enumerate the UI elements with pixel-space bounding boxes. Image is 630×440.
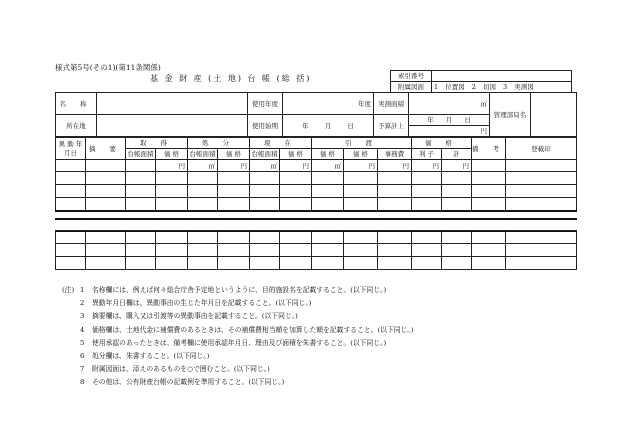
table-row[interactable]: [56, 231, 577, 244]
note-item: 4 価格欄は、土地代金に補償費のあるときは、その補償費相当額を加算した額を記載すること。(以下同じ。): [80, 325, 414, 334]
remarks-label: 備 考: [472, 138, 506, 160]
table-row[interactable]: [56, 198, 577, 211]
total-label: 計: [442, 149, 472, 160]
current-label: 現 在: [250, 138, 312, 149]
office-fee-label: 事務費: [378, 149, 412, 160]
location-value[interactable]: [97, 115, 248, 137]
use-start-value[interactable]: 年 月 日: [283, 115, 374, 137]
acq-price-label: 価 格: [156, 149, 188, 160]
disp-area-label: 台帳面積: [189, 150, 216, 158]
name-label: 名 称: [56, 93, 97, 115]
table-row[interactable]: [56, 257, 577, 270]
tr-price2-label: 価 格: [344, 149, 378, 160]
note-item: 8 その他は、公有財産台帳の記載例を準用すること。(以下同じ。): [80, 378, 285, 387]
summary-label: 摘 要: [86, 138, 126, 160]
measured-area-label: 実測面積: [374, 93, 409, 115]
use-start-label: 使用始期: [248, 115, 283, 137]
dept-value[interactable]: [531, 93, 577, 137]
note-item: 2 異動年月日欄は、異動事由の生じた年月日を記載すること。(以下同じ。): [80, 299, 312, 308]
acquisition-label: 取 得: [126, 138, 188, 149]
location-label: 所在地: [56, 115, 97, 137]
use-year-unit: 年度: [283, 93, 374, 115]
budget-label: 予算計上: [374, 115, 409, 137]
name-value[interactable]: [97, 93, 248, 115]
price-label: 価 格: [412, 138, 472, 149]
change-date-label: 異 動 年月日: [56, 138, 86, 160]
index-no-value[interactable]: [432, 71, 572, 82]
cur-area-label: 台帳面積: [251, 150, 278, 158]
ledger-table-continued: [55, 230, 577, 270]
tr-price-label: 価 格: [312, 149, 344, 160]
note-item: (注) 1 名称欄には、例えば何々総合庁舎予定地というように、目的施設名を記載すること。(以下同じ。): [62, 284, 413, 297]
note-item: 3 摘要欄は、購入又は引渡等の異動事由を記載すること。(以下同じ。): [80, 312, 298, 321]
budget-yen-unit: 円: [480, 127, 487, 135]
budget-value[interactable]: 年 月 日 円: [409, 115, 490, 137]
notes: [62, 284, 413, 390]
use-year-label: 使用年度: [248, 93, 283, 115]
ledger-table: [55, 137, 577, 212]
cur-price-label: 価 格: [280, 149, 312, 160]
attached-maps-options: 1 位置図 2 切図 3 実測図: [432, 82, 572, 93]
index-no-label: 索引番号: [391, 71, 432, 82]
note-item: 5 使用承認のあったときは、備考欄に使用承認年月日、理由及び面積を朱書すること。(以下同じ。): [80, 338, 387, 347]
area-unit: ㎡: [409, 93, 490, 115]
table-row[interactable]: [56, 185, 577, 198]
unit-row: 円 ㎡ 円 ㎡ 円 ㎡ 円 円 円 円: [56, 160, 577, 172]
table-row[interactable]: [56, 172, 577, 185]
form-code: 様式第5号(その1)(第11条関係): [55, 63, 161, 72]
dept-label: 管理部局名: [490, 93, 531, 137]
page-title: 基 金 財 産 (土 地) 台 帳 (総 括): [150, 74, 312, 83]
seal-label: 登載印: [506, 138, 577, 160]
attached-maps-label: 附属図面: [391, 82, 432, 93]
acq-area-label: 台帳面積: [127, 150, 154, 158]
index-box: [390, 70, 572, 93]
interest-label: 利 子: [412, 149, 442, 160]
info-table: [55, 92, 577, 137]
disposal-label: 処 分: [188, 138, 250, 149]
transfer-label: 引 渡: [312, 138, 412, 149]
disp-price-label: 価 格: [218, 149, 250, 160]
note-item: 7 附属図面は、添えのあるものを○で囲むこと。(以下同じ。): [80, 365, 270, 374]
notes-prefix: (注): [62, 286, 75, 294]
table-row[interactable]: [56, 244, 577, 257]
note-item: 6 処分欄は、朱書すること。(以下同じ。): [80, 352, 210, 361]
